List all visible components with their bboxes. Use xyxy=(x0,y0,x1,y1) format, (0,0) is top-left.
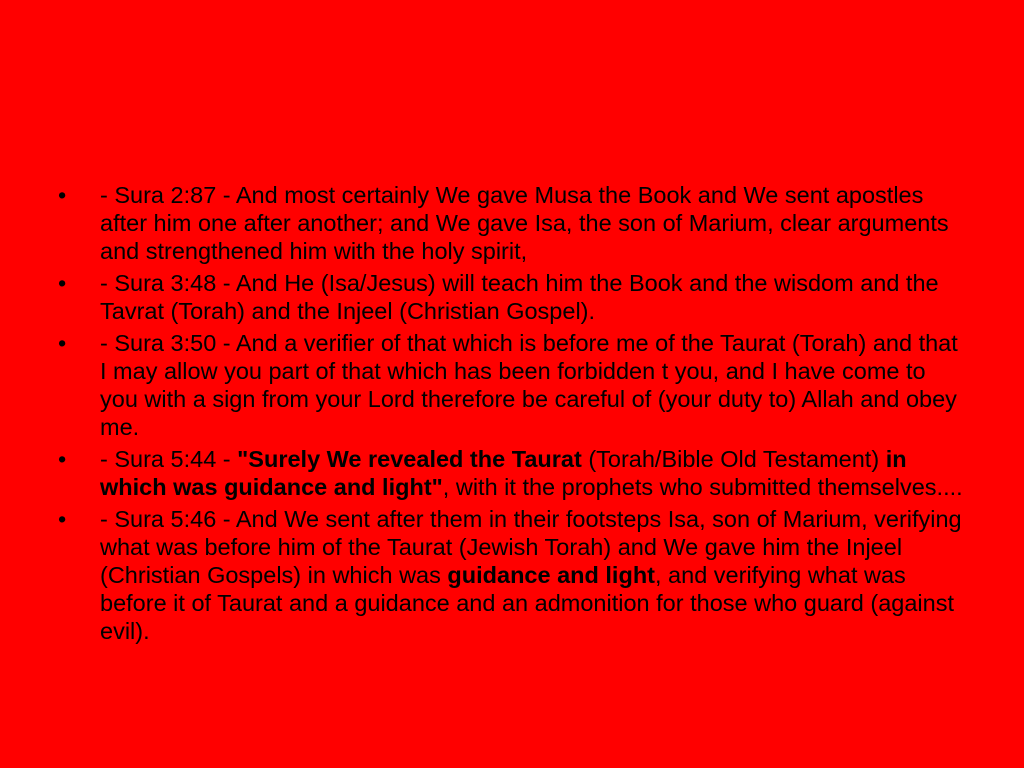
bullet-icon: • xyxy=(58,506,67,532)
list-item xyxy=(58,329,970,441)
bullet-icon: • xyxy=(58,330,67,356)
item-text: - Sura 3:48 - And He (Isa/Jesus) will teach him the Book and the wisdom and the Tavrat (Torah) and the Injeel (Christian Gospel). xyxy=(100,270,939,324)
list-item xyxy=(58,505,970,645)
item-text: , and verifying what was before it of Taurat and a guidance and an admonition for those who guard (against evil). xyxy=(100,562,954,644)
list-item xyxy=(58,181,970,265)
slide-content xyxy=(58,181,970,649)
item-emphasis: in which was guidance and light" xyxy=(100,446,907,500)
item-text: - Sura 2:87 - And most certainly We gave Musa the Book and We sent apostles after him one after another; and We gave Isa, the son of Marium, clear arguments and strengthened him with the holy spirit, xyxy=(100,182,949,264)
item-emphasis: guidance and light xyxy=(447,562,655,588)
bullet-list xyxy=(58,181,970,645)
item-text: - Sura 5:46 - And We sent after them in their footsteps Isa, son of Marium, verifying what was before him of the Taurat (Jewish Torah) and We gave him the Injeel (Christian Gospels) in which was xyxy=(100,506,962,588)
item-text: (Torah/Bible Old Testament) xyxy=(581,446,886,472)
bullet-icon: • xyxy=(58,182,67,208)
item-text: - Sura 5:44 - xyxy=(100,446,238,472)
item-emphasis: "Surely We revealed the Taurat xyxy=(237,446,582,472)
bullet-icon: • xyxy=(58,446,67,472)
list-item xyxy=(58,269,970,325)
list-item xyxy=(58,445,970,501)
item-text: - Sura 3:50 - And a verifier of that which is before me of the Taurat (Torah) and that I may allow you part of that which has been forbidden t you, and I have come to you with a sign from your Lord therefore be careful of (your duty to) Allah and obey me. xyxy=(100,330,958,440)
bullet-icon: • xyxy=(58,270,67,296)
item-text: , with it the prophets who submitted themselves.... xyxy=(442,474,963,500)
